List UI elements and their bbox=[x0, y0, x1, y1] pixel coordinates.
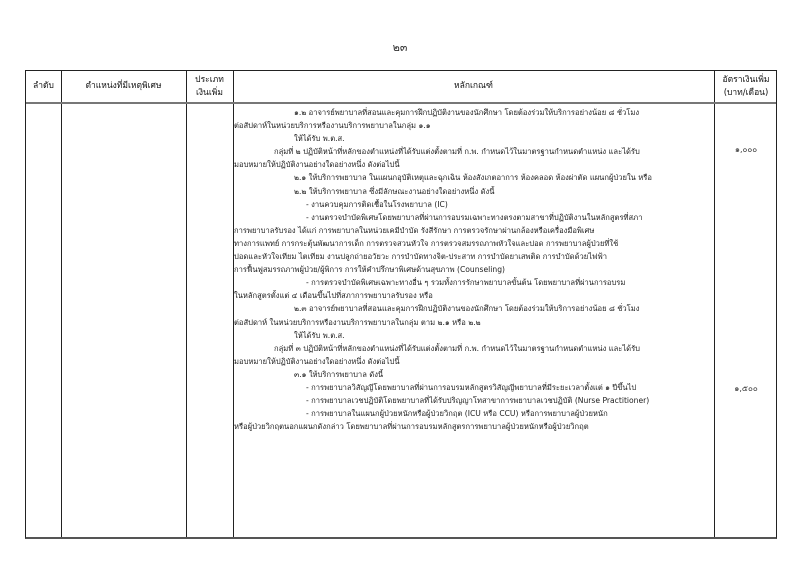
criteria-line: ต่อสัปดาห์ในหน่วยบริการหรืองานบริการพยาบาลในกลุ่ม ๑.๑ bbox=[234, 121, 431, 131]
criteria-line: ๒.๒ ให้บริการพยาบาล ซึ่งมีลักษณะงานอย่างใดอย่างหนึ่ง ดังนี้ bbox=[294, 186, 495, 196]
criteria-line: - งานควบคุมการติดเชื้อในโรงพยาบาล (IC) bbox=[306, 199, 448, 209]
criteria-line: กลุ่มที่ ๓ ปฏิบัติหน้าที่หลักของตำแหน่งที่ได้รับแต่งตั้งตามที่ ก.พ. กำหนดไว้ในมาตรฐานกำหนดตำแหน่ง และได้รับ bbox=[274, 343, 640, 353]
header-order-label: ลำดับ bbox=[33, 81, 54, 91]
criteria-line: ๑.๒ อาจารย์พยาบาลที่สอนและคุมการฝึกปฏิบัติงานของนักศึกษา โดยต้องร่วมให้บริการอย่างน้อย ๘ ชั่วโมง bbox=[294, 108, 640, 117]
criteria-line: ๒.๑ ให้บริการพยาบาล ในแผนกอุบัติเหตุและฉุกเฉิน ห้องสังเกตอาการ ห้องคลอด ห้องผ่าตัด แผนกผู้ป่วยใน หรือ bbox=[294, 173, 652, 183]
header-criteria-label: หลักเกณฑ์ bbox=[454, 81, 493, 91]
criteria-line: การพยาบาลรับรอง ได้แก่ การพยาบาลในหน่วยเคมีบำบัด รังสีรักษา การตรวจรักษาผ่านกล้องหรือเครื่องมือพิเศษ bbox=[234, 225, 595, 235]
header-position bbox=[61, 71, 186, 102]
rate-value-group2: ๑,๕๐๐ bbox=[734, 384, 758, 393]
page-number: ๒๓ bbox=[392, 41, 408, 54]
column-divider bbox=[714, 71, 715, 537]
column-divider bbox=[186, 71, 187, 537]
criteria-line: ๒.๓ อาจารย์พยาบาลที่สอนและคุมการฝึกปฏิบัติงานของนักศึกษา โดยต้องร่วมให้บริการอย่างน้อย ๘ ชั่วโมง bbox=[294, 304, 640, 314]
criteria-line: ๓.๑ ให้บริการพยาบาล ดังนี้ bbox=[294, 369, 384, 379]
criteria-line: มอบหมายให้ปฏิบัติงานอย่างใดอย่างหนึ่ง ดังต่อไปนี้ bbox=[234, 160, 400, 170]
criteria-line: - การพยาบาลเวชปฏิบัติโดยพยาบาลที่ได้รับปริญญาโทสาขาการพยาบาลเวชปฏิบัติ (Nurse Practitioner) bbox=[306, 396, 650, 406]
header-divider bbox=[26, 102, 776, 104]
header-position-label: ตำแหน่งที่มีเหตุพิเศษ bbox=[85, 81, 162, 91]
criteria-line: - งานตรวจบำบัดพิเศษโดยพยาบาลที่ผ่านการอบรมเฉพาะทางตรงตามสาขาที่ปฏิบัติงานในหลักสูตรที่สภา bbox=[306, 212, 643, 222]
criteria-line: กลุ่มที่ ๒ ปฏิบัติหน้าที่หลักของตำแหน่งที่ได้รับแต่งตั้งตามที่ ก.พ. กำหนดไว้ในมาตรฐานกำหนดตำแหน่ง และได้รับ bbox=[274, 147, 640, 157]
criteria-line: หรือผู้ป่วยวิกฤตนอกแผนกดังกล่าว โดยพยาบาลที่ผ่านการอบรมหลักสูตรการพยาบาลผู้ป่วยหนักหรือผู้ป่วยวิกฤต bbox=[234, 422, 589, 432]
criteria-line: ต่อสัปดาห์ ในหน่วยบริการหรืองานบริการพยาบาลในกลุ่ม ตาม ๒.๑ หรือ ๒.๒ bbox=[234, 317, 481, 327]
criteria-line: ให้ได้รับ พ.ต.ส. bbox=[294, 134, 345, 144]
criteria-table bbox=[25, 70, 777, 539]
criteria-line: การฟื้นฟูสมรรถภาพผู้ป่วย/ผู้พิการ การให้คำปรึกษาพิเศษด้านสุขภาพ (Counseling) bbox=[234, 265, 505, 275]
header-rate-line2: (บาท/เดือน) bbox=[723, 87, 769, 98]
header-criteria bbox=[233, 71, 714, 102]
header-type bbox=[186, 71, 233, 102]
header-type-line2: เงินเพิ่ม bbox=[196, 87, 223, 98]
header-type-line1: ประเภท bbox=[195, 74, 224, 85]
header-rate bbox=[714, 71, 778, 102]
criteria-line: มอบหมายให้ปฏิบัติงานอย่างใดอย่างหนึ่ง ดังต่อไปนี้ bbox=[234, 356, 400, 366]
header-rate-line1: อัตราเงินเพิ่ม bbox=[722, 74, 770, 85]
criteria-text bbox=[234, 106, 712, 433]
criteria-line: ในหลักสูตรตั้งแต่ ๔ เดือนขึ้นไปที่สภาการพยาบาลรับรอง หรือ bbox=[234, 291, 433, 301]
column-divider bbox=[61, 71, 62, 537]
criteria-line: - การพยาบาลในแผนกผู้ป่วยหนักหรือผู้ป่วยวิกฤต (ICU หรือ CCU) หรือการพยาบาลผู้ป่วยหนัก bbox=[306, 409, 608, 419]
criteria-line: - การพยาบาลวิสัญญีโดยพยาบาลที่ผ่านการอบรมหลักสูตรวิสัญญีพยาบาลที่มีระยะเวลาตั้งแต่ ๑ ปีขึ้นไป bbox=[306, 382, 637, 392]
criteria-line: ทางการแพทย์ การกระตุ้นพัฒนาการเด็ก การตรวจสวนหัวใจ การตรวจสมรรถภาพหัวใจและปอด การพยาบาลผู้ป่วยที่ใช้ bbox=[234, 238, 619, 248]
criteria-line: ปอดและหัวใจเทียม ไตเทียม งานปลูกถ่ายอวัยวะ การบำบัดทางจิต-ประสาท การบำบัดยาเสพติด การบำบัดด้วยไฟฟ้า bbox=[234, 252, 608, 262]
criteria-line: ให้ได้รับ พ.ต.ส. bbox=[294, 330, 345, 340]
header-order bbox=[26, 71, 61, 102]
rate-value-group1: ๑,๐๐๐ bbox=[734, 145, 758, 154]
criteria-line: - การตรวจบำบัดพิเศษเฉพาะทางอื่น ๆ รวมทั้งการรักษาพยาบาลขั้นต้น โดยพยาบาลที่ผ่านการอบรม bbox=[306, 278, 626, 288]
